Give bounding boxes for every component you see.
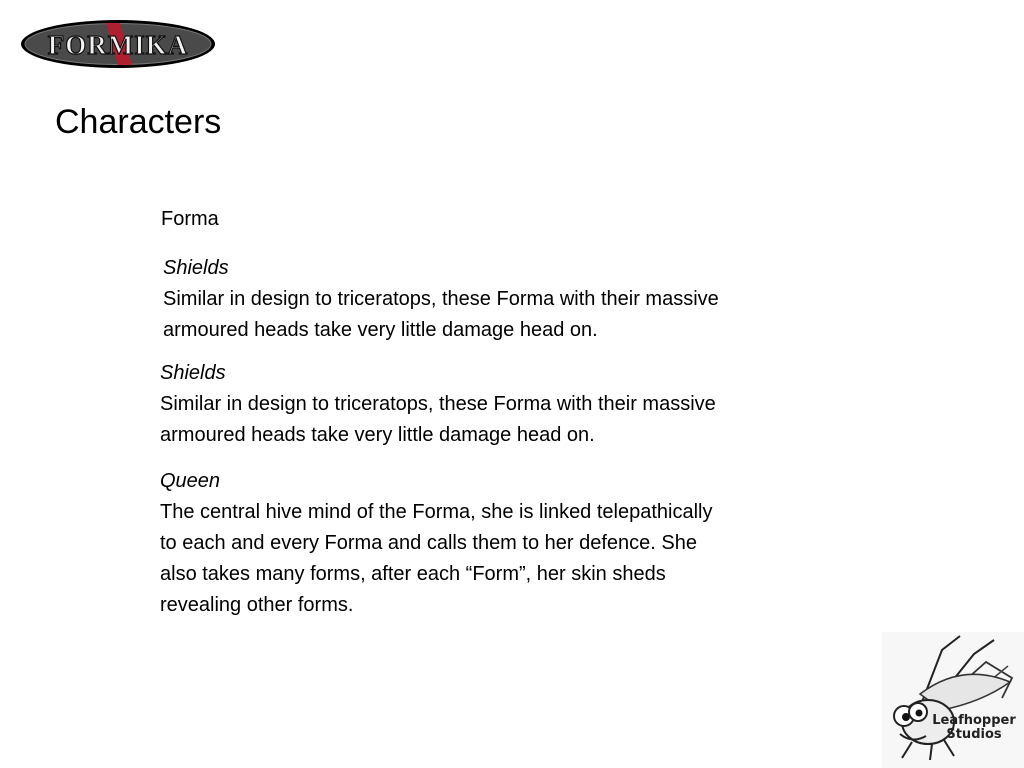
formika-logo-text: FORMIKA: [47, 30, 189, 60]
formika-logo: [20, 19, 216, 69]
section-line: Similar in design to triceratops, these Forma with their massive: [163, 288, 719, 310]
section-shields-1: [163, 253, 719, 346]
section-line: to each and every Forma and calls them to her defence. She: [160, 532, 697, 554]
section-line: also takes many forms, after each “Form”, her skin sheds: [160, 563, 666, 585]
section-line: armoured heads take very little damage head on.: [163, 319, 598, 341]
section-queen: [160, 466, 713, 621]
section-line: revealing other forms.: [160, 594, 354, 616]
section-shields-2: [160, 358, 716, 451]
section-line: Similar in design to triceratops, these Forma with their massive: [160, 393, 716, 415]
slide-title: Characters: [55, 103, 222, 141]
section-subtitle: Forma: [161, 208, 219, 230]
leafhopper-logo-line1: Leafhopper: [932, 713, 1016, 728]
section-line: armoured heads take very little damage head on.: [160, 424, 595, 446]
section-heading: Shields: [160, 362, 226, 384]
leafhopper-studios-logo: [882, 632, 1024, 768]
section-heading: Shields: [163, 257, 229, 279]
section-line: The central hive mind of the Forma, she is linked telepathically: [160, 501, 713, 523]
section-heading: Queen: [160, 470, 221, 492]
leafhopper-logo-line2: Studios: [946, 727, 1002, 742]
